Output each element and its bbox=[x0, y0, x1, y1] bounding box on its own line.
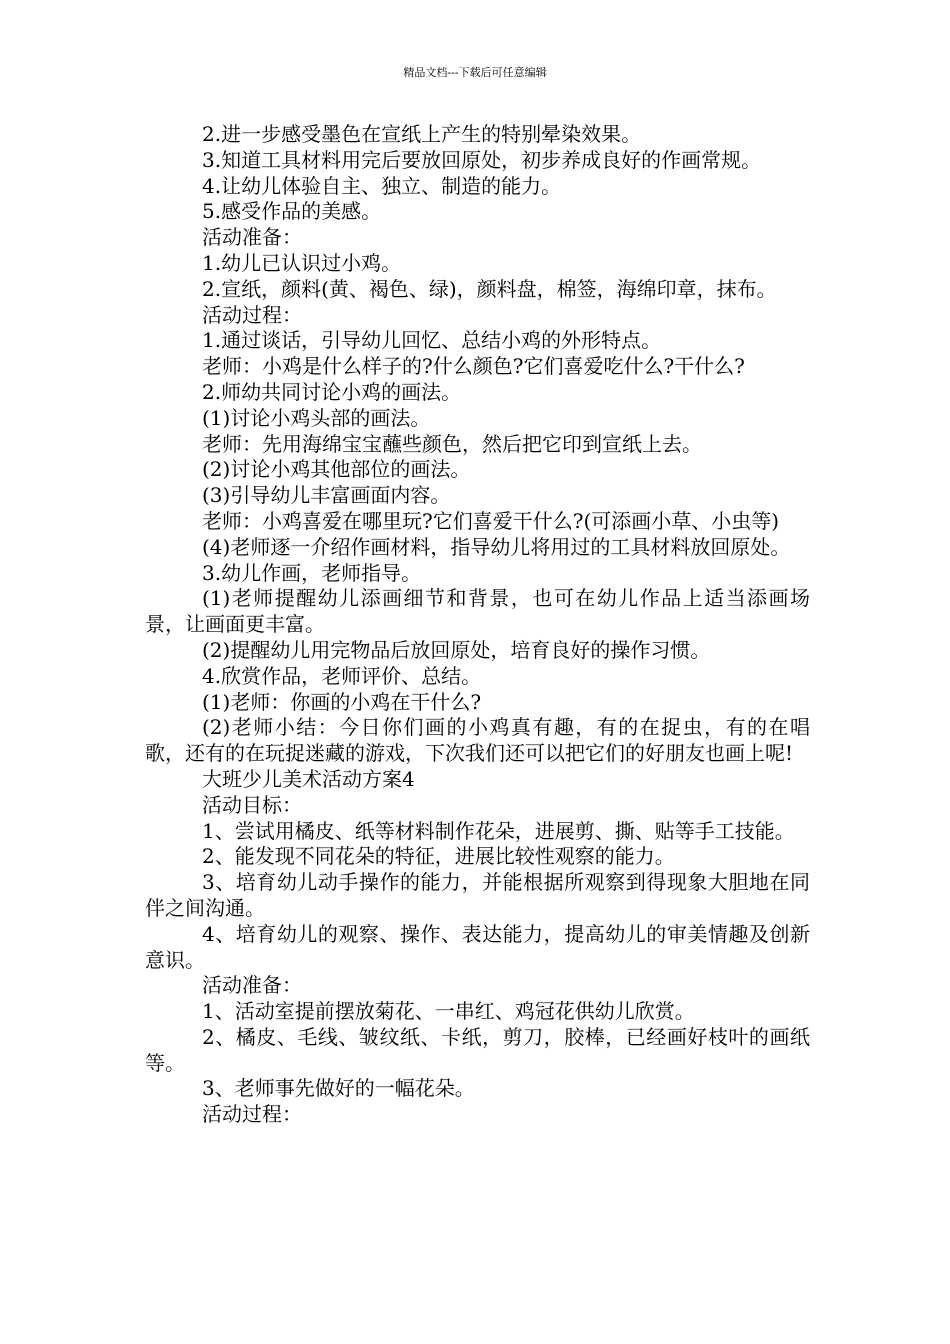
paragraph: 3、老师事先做好的一幅花朵。 bbox=[202, 1076, 475, 1101]
paragraph: 1、活动室提前摆放菊花、一串红、鸡冠花供幼儿欣赏。 bbox=[202, 999, 695, 1024]
paragraph: (2)老师小结：今日你们画的小鸡真有趣，有的在捉虫，有的在唱歌，还有的在玩捉迷藏的游戏，下次我们还可以把它们的好朋友也画上呢! bbox=[145, 715, 810, 766]
paragraph: (1)老师：你画的小鸡在干什么? bbox=[202, 689, 482, 714]
paragraph: 4、培育幼儿的观察、操作、表达能力，提高幼儿的审美情趣及创新意识。 bbox=[145, 921, 810, 972]
paragraph: (2)提醒幼儿用完物品后放回原处，培育良好的操作习惯。 bbox=[202, 637, 711, 662]
paragraph: 2.进一步感受墨色在宣纸上产生的特别晕染效果。 bbox=[202, 122, 642, 146]
paragraph: 老师：小鸡是什么样子的?什么颜色?它们喜爱吃什么?干什么? bbox=[202, 354, 745, 379]
paragraph: (1)讨论小鸡头部的画法。 bbox=[202, 405, 431, 430]
paragraph: (3)引导幼儿丰富画面内容。 bbox=[202, 483, 451, 508]
section-heading: 活动过程： bbox=[202, 302, 302, 327]
paragraph: 3.知道工具材料用完后要放回原处，初步养成良好的作画常规。 bbox=[202, 147, 762, 172]
paragraph: (4)老师逐一介绍作画材料，指导幼儿将用过的工具材料放回原处。 bbox=[202, 534, 791, 559]
document-body bbox=[145, 122, 810, 1128]
section-heading: 活动过程： bbox=[202, 1102, 302, 1127]
paragraph: 老师：小鸡喜爱在哪里玩?它们喜爱干什么?(可添画小草、小虫等) bbox=[202, 508, 780, 533]
paragraph: 2、橘皮、毛线、皱纹纸、卡纸，剪刀，胶棒，已经画好枝叶的画纸等。 bbox=[145, 1024, 810, 1075]
paragraph: 1.幼儿已认识过小鸡。 bbox=[202, 250, 402, 275]
section-title: 大班少儿美术活动方案4 bbox=[202, 766, 415, 791]
paragraph: 2.宣纸，颜料(黄、褐色、绿)，颜料盘，棉签，海绵印章，抹布。 bbox=[202, 276, 777, 301]
paragraph: 老师：先用海绵宝宝蘸些颜色，然后把它印到宣纸上去。 bbox=[202, 431, 702, 456]
section-heading: 活动准备： bbox=[202, 973, 302, 998]
section-heading: 活动准备： bbox=[202, 225, 302, 250]
paragraph: 1、尝试用橘皮、纸等材料制作花朵，进展剪、撕、贴等手工技能。 bbox=[202, 818, 795, 843]
paragraph: 5.感受作品的美感。 bbox=[202, 199, 382, 224]
paragraph: 1.通过谈话，引导幼儿回忆、总结小鸡的外形特点。 bbox=[202, 328, 662, 353]
paragraph: (1)老师提醒幼儿添画细节和背景，也可在幼儿作品上适当添画场景，让画面更丰富。 bbox=[145, 586, 810, 637]
page-header: 精品文档---下载后可任意编辑 bbox=[403, 66, 547, 79]
paragraph: 4.欣赏作品，老师评价、总结。 bbox=[202, 663, 482, 688]
paragraph: (2)讨论小鸡其他部位的画法。 bbox=[202, 457, 471, 482]
paragraph: 3、培育幼儿动手操作的能力，并能根据所观察到得现象大胆地在同伴之间沟通。 bbox=[145, 870, 810, 920]
paragraph: 2、能发现不同花朵的特征，进展比较性观察的能力。 bbox=[202, 844, 675, 869]
paragraph: 4.让幼儿体验自主、独立、制造的能力。 bbox=[202, 173, 562, 198]
paragraph: 3.幼儿作画，老师指导。 bbox=[202, 560, 422, 585]
paragraph: 2.师幼共同讨论小鸡的画法。 bbox=[202, 379, 462, 404]
section-heading: 活动目标： bbox=[202, 792, 302, 817]
